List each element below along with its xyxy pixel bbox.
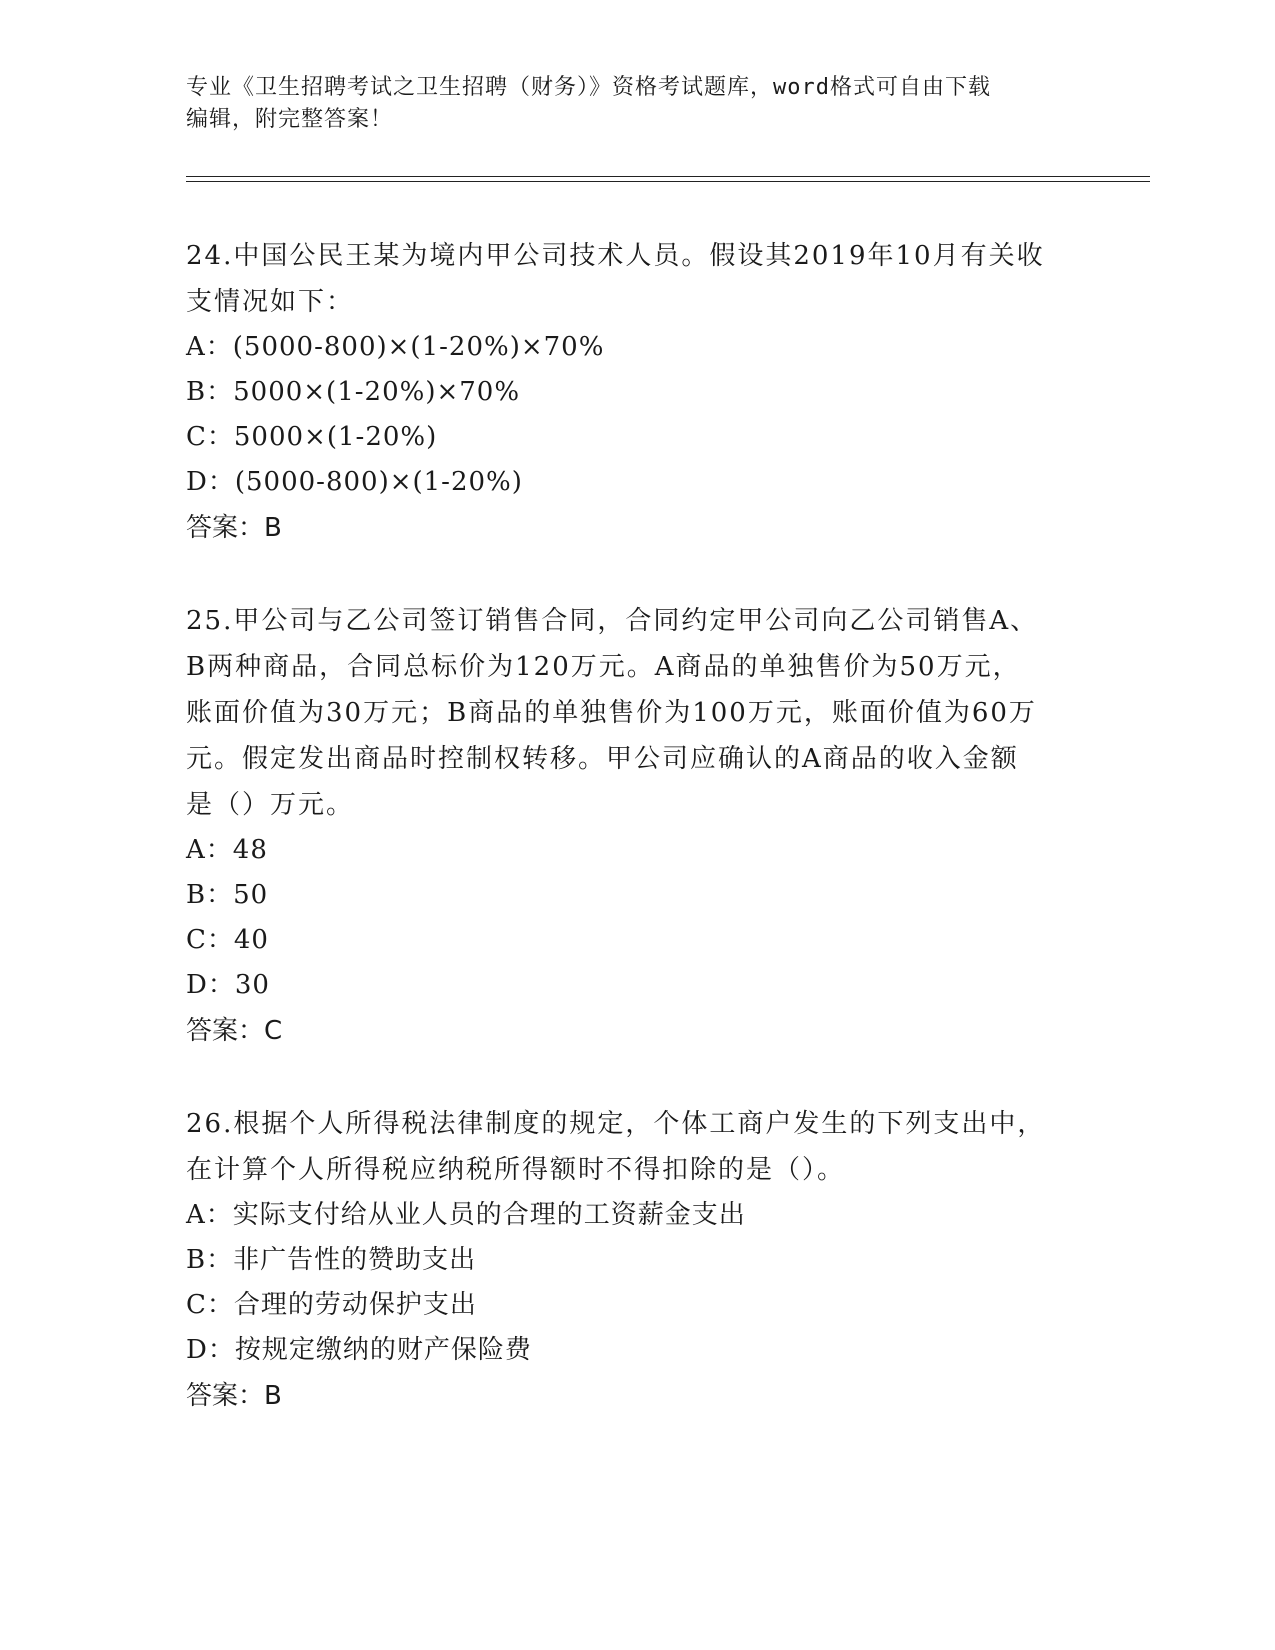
option-c: C：40 [186,925,269,955]
option-a: A：(5000-800)×(1-20%)×70% [186,332,605,362]
option-a: A：实际支付给从业人员的合理的工资薪金支出 [186,1200,746,1230]
header-line-2: 编辑，附完整答案！ [186,107,394,132]
option-b: B：非广告性的赞助支出 [186,1245,477,1275]
answer-text: 答案：B [186,513,282,543]
question-stem [186,233,1086,325]
option-d: D：(5000-800)×(1-20%) [186,467,523,497]
option-d: D：30 [186,970,270,1000]
question-25 [186,598,1086,1054]
answer-text: 答案：B [186,1381,282,1411]
header-divider-bottom [186,181,1150,182]
question-26 [186,1101,1086,1419]
stem-line: 是（）万元。 [186,790,355,820]
stem-line: 账面价值为30万元；B商品的单独售价为100万元，账面价值为60万 [186,698,1037,728]
option-b: B：50 [186,880,269,910]
option-b: B：5000×(1-20%)×70% [186,377,521,407]
question-24 [186,233,1086,551]
stem-line: 25.甲公司与乙公司签订销售合同，合同约定甲公司向乙公司销售A、 [186,606,1039,636]
stem-line: B两种商品，合同总标价为120万元。A商品的单独售价为50万元， [186,652,1021,682]
stem-line: 26.根据个人所得税法律制度的规定，个体工商户发生的下列支出中， [186,1109,1046,1139]
document-header [186,72,1086,136]
option-a: A：48 [186,835,268,865]
header-divider-top [186,176,1150,177]
stem-line: 支情况如下： [186,287,355,317]
stem-line: 24.中国公民王某为境内甲公司技术人员。假设其2019年10月有关收 [186,241,1045,271]
option-c: C：5000×(1-20%) [186,422,438,452]
stem-line: 元。假定发出商品时控制权转移。甲公司应确认的A商品的收入金额 [186,744,1019,774]
answer-text: 答案：C [186,1016,283,1046]
question-stem [186,1101,1086,1193]
question-stem [186,598,1086,828]
option-d: D：按规定缴纳的财产保险费 [186,1335,532,1365]
option-c: C：合理的劳动保护支出 [186,1290,477,1320]
stem-line: 在计算个人所得税应纳税所得额时不得扣除的是（）。 [186,1155,846,1185]
header-line-1: 专业《卫生招聘考试之卫生招聘（财务）》资格考试题库，word格式可自由下载 [186,75,991,100]
